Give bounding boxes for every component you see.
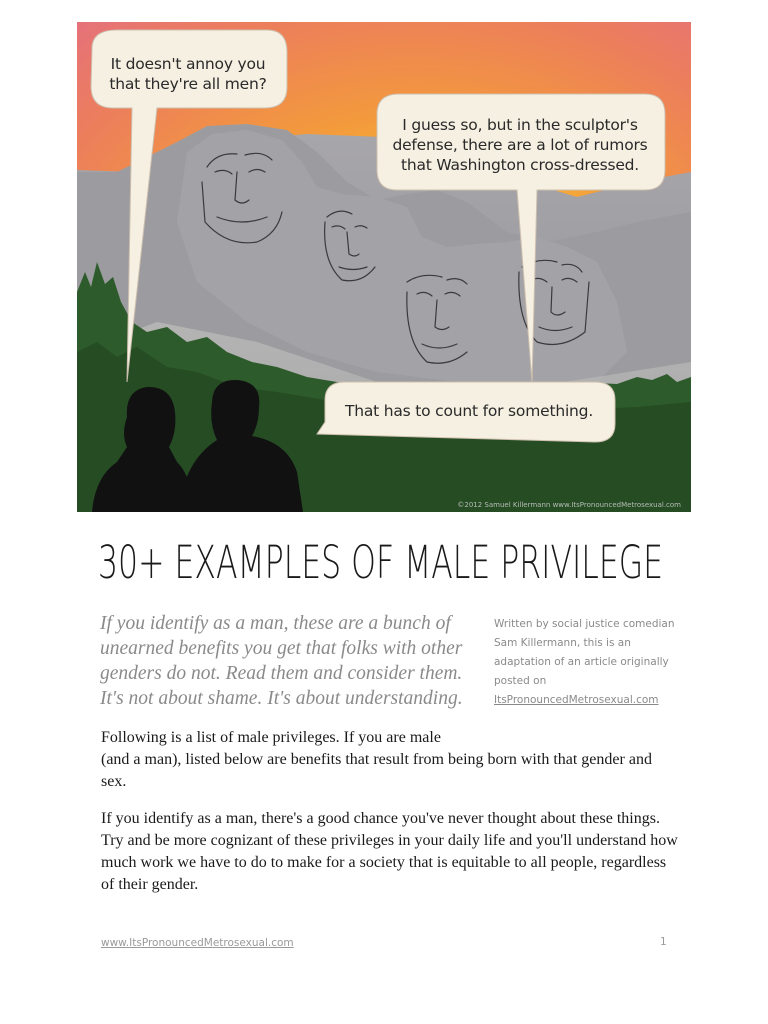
comic-illustration bbox=[77, 22, 691, 512]
page-number: 1 bbox=[660, 936, 667, 948]
speech-bubble-3: That has to count for something. bbox=[344, 402, 594, 420]
speech-bubble-1: It doesn't annoy you that they're all men? bbox=[109, 55, 267, 93]
body-paragraph-1-line1: Following is a list of male privileges. If you are male bbox=[101, 729, 441, 746]
body-paragraph-2: If you identify as a man, there's a good chance you've never thought about these things. Try and be more cognizant of these privileges in your daily life and you'll understand how much work we have to do to make for a society that is equitable to all people, regardless of their gender. bbox=[101, 810, 678, 893]
page-title: 30+ EXAMPLES OF MALE PRIVILEGE bbox=[98, 536, 664, 589]
speech-bubble-2: I guess so, but in the sculptor's defense, there are a lot of rumors that Washington cross-dressed. bbox=[392, 116, 648, 174]
intro-paragraph: If you identify as a man, these are a bunch of unearned benefits you get that folks with other genders do not. Read them and consider them. It's not about shame. It's about understanding. bbox=[100, 613, 463, 709]
source-link[interactable]: ItsPronouncedMetrosexual.com bbox=[494, 694, 659, 706]
body-paragraph-1-rest: (and a man), listed below are benefits that result from being born with that gender and sex. bbox=[101, 751, 652, 790]
footer-link[interactable]: www.ItsPronouncedMetrosexual.com bbox=[101, 937, 294, 949]
body-paragraph-1 bbox=[101, 727, 681, 793]
author-note bbox=[494, 615, 679, 710]
comic-credit: ©2012 Samuel Killermann www.ItsPronouncedMetrosexual.com bbox=[457, 501, 681, 509]
author-note-text: Written by social justice comedian Sam Killermann, this is an adaptation of an article originally posted on bbox=[494, 618, 675, 687]
mount-rushmore-scene bbox=[77, 22, 691, 512]
